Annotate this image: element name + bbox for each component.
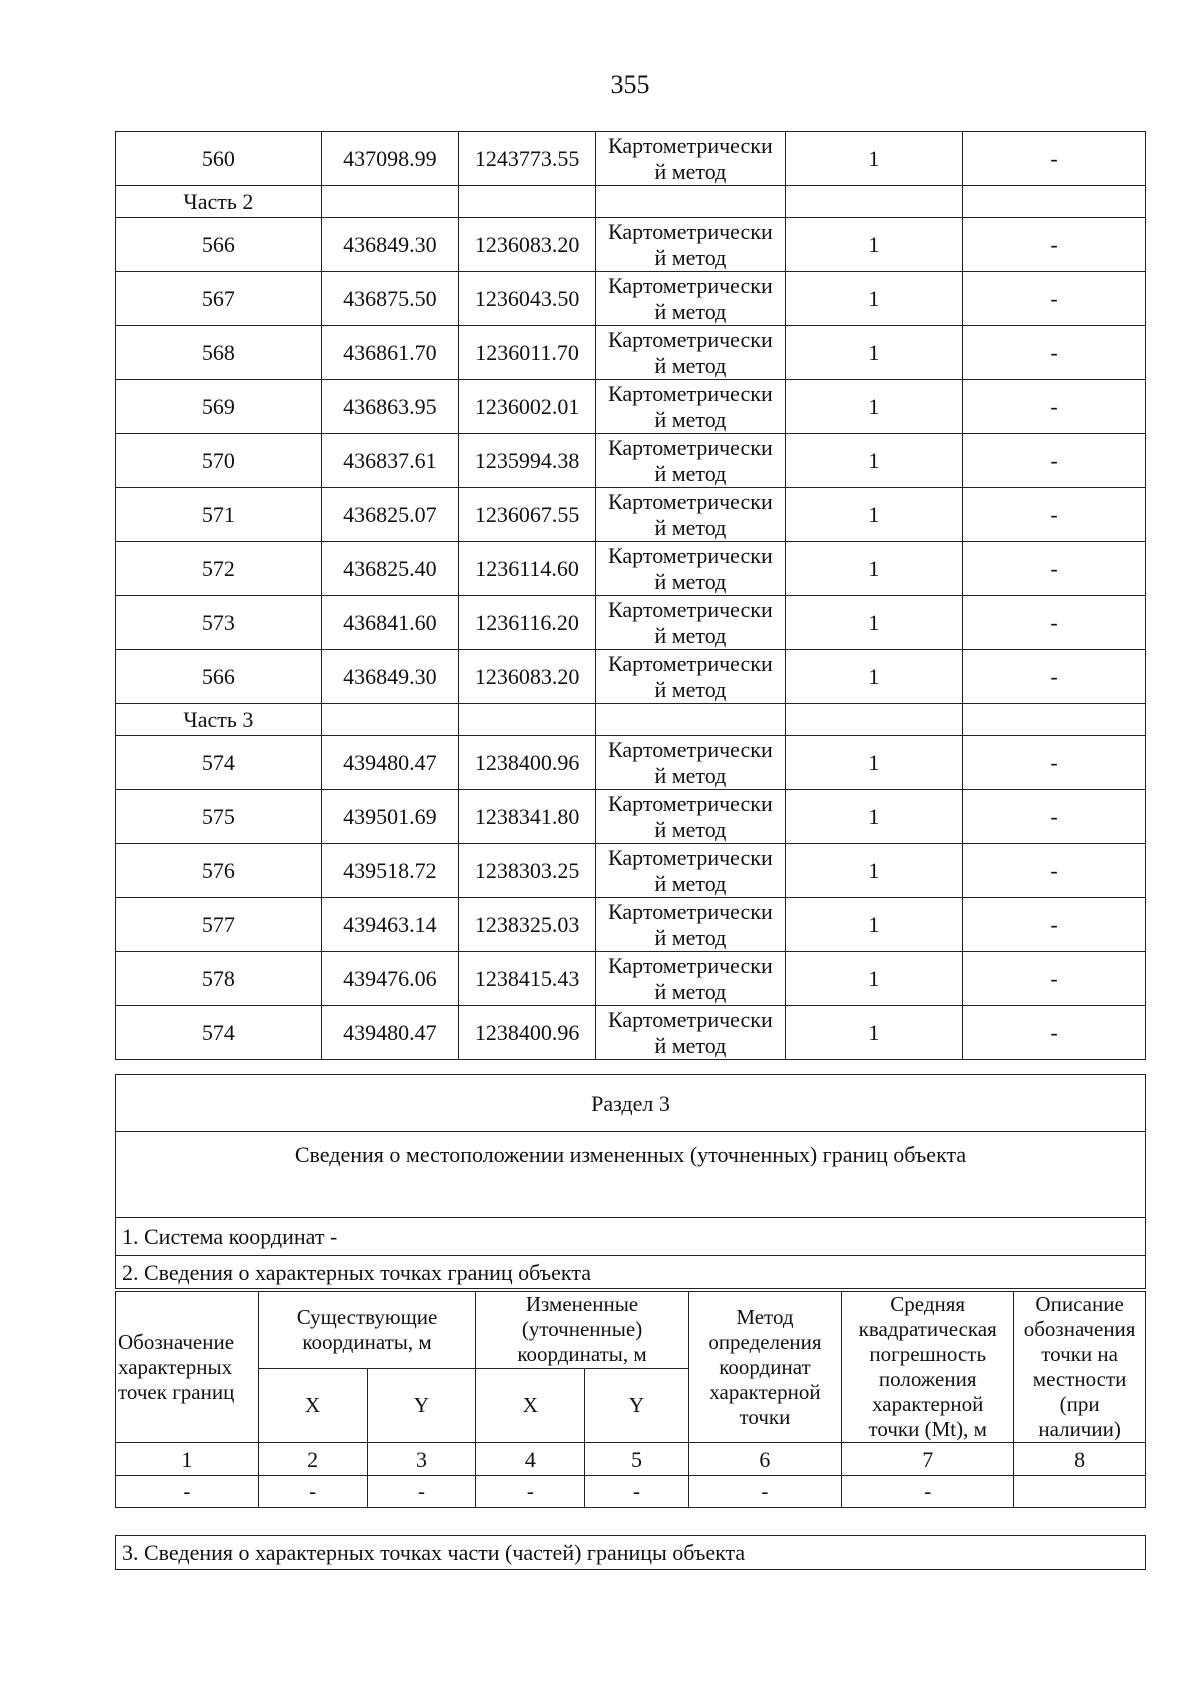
method-text: й метод — [654, 514, 727, 540]
y-coordinate: 1236114.60 — [458, 542, 595, 596]
y-coordinate: 1238325.03 — [458, 898, 595, 952]
point-number: 567 — [116, 272, 322, 326]
column-number: 3 — [367, 1443, 476, 1476]
y-coordinate: 1236043.50 — [458, 272, 595, 326]
table-row — [116, 218, 1146, 272]
empty-cell — [458, 186, 595, 218]
point-number: 566 — [116, 218, 322, 272]
y-coordinate: 1236083.20 — [458, 218, 595, 272]
section-title: Раздел 3 — [116, 1075, 1146, 1132]
table-cell: - — [116, 1476, 259, 1508]
y-coordinate: 1236083.20 — [458, 650, 595, 704]
empty-cell — [321, 186, 458, 218]
y-coordinate: 1236002.01 — [458, 380, 595, 434]
point-number: 578 — [116, 952, 322, 1006]
changed-y-header: Y — [585, 1368, 688, 1443]
accuracy-value: 1 — [785, 132, 962, 186]
x-coordinate: 439463.14 — [321, 898, 458, 952]
y-coordinate: 1236116.20 — [458, 596, 595, 650]
point-number: 576 — [116, 844, 322, 898]
method-text: Картометрически — [608, 380, 773, 406]
description-value: - — [963, 790, 1146, 844]
accuracy-value: 1 — [785, 380, 962, 434]
table-cell — [1014, 1476, 1146, 1508]
method-text: й метод — [654, 762, 727, 788]
x-coordinate: 439501.69 — [321, 790, 458, 844]
method-cell — [596, 596, 785, 650]
method-text: й метод — [654, 816, 727, 842]
part-label: Часть 2 — [116, 186, 322, 218]
method-text: Картометрически — [608, 844, 773, 870]
method-text: й метод — [654, 460, 727, 486]
y-coordinate: 1238415.43 — [458, 952, 595, 1006]
table-row — [116, 790, 1146, 844]
method-text: Картометрически — [608, 790, 773, 816]
description-value: - — [963, 218, 1146, 272]
x-coordinate: 436861.70 — [321, 326, 458, 380]
table-row — [116, 1006, 1146, 1060]
changed-x-header: X — [476, 1368, 585, 1443]
existing-y-header: Y — [367, 1368, 476, 1443]
empty-cell — [458, 704, 595, 736]
table-row — [116, 272, 1146, 326]
x-coordinate: 436841.60 — [321, 596, 458, 650]
part-points-section — [115, 1535, 1146, 1570]
method-cell — [596, 790, 785, 844]
table-cell: - — [367, 1476, 476, 1508]
y-coordinate: 1236011.70 — [458, 326, 595, 380]
accuracy-value: 1 — [785, 1006, 962, 1060]
page-number: 355 — [610, 70, 650, 99]
method-cell — [596, 132, 785, 186]
accuracy-value: 1 — [785, 844, 962, 898]
method-cell — [596, 952, 785, 1006]
accuracy-value: 1 — [785, 218, 962, 272]
x-coordinate: 436825.40 — [321, 542, 458, 596]
method-cell — [596, 272, 785, 326]
method-text: й метод — [654, 924, 727, 950]
method-text: й метод — [654, 244, 727, 270]
column-number: 6 — [688, 1443, 842, 1476]
table-row — [116, 380, 1146, 434]
table-cell: - — [688, 1476, 842, 1508]
column-numbers-row — [116, 1443, 1146, 1476]
x-coordinate: 436837.61 — [321, 434, 458, 488]
accuracy-value: 1 — [785, 326, 962, 380]
description-value: - — [963, 326, 1146, 380]
table-row — [116, 844, 1146, 898]
point-number: 568 — [116, 326, 322, 380]
x-coordinate: 436849.30 — [321, 218, 458, 272]
accuracy-value: 1 — [785, 650, 962, 704]
y-coordinate: 1243773.55 — [458, 132, 595, 186]
method-text: й метод — [654, 568, 727, 594]
x-coordinate: 439480.47 — [321, 736, 458, 790]
point-number: 570 — [116, 434, 322, 488]
column-number: 5 — [585, 1443, 688, 1476]
boundary-points-table — [115, 1291, 1146, 1508]
table-cell: - — [585, 1476, 688, 1508]
part-header-row — [116, 186, 1146, 218]
description-value: - — [963, 434, 1146, 488]
description-value: - — [963, 380, 1146, 434]
table-row — [116, 326, 1146, 380]
column-number: 7 — [842, 1443, 1014, 1476]
empty-cell — [785, 186, 962, 218]
method-text: Картометрически — [608, 218, 773, 244]
col-accuracy-header: Средняя квадратическая погрешность положения характерной точки (Mt), м — [842, 1292, 1014, 1443]
method-cell — [596, 326, 785, 380]
x-coordinate: 439480.47 — [321, 1006, 458, 1060]
point-number: 572 — [116, 542, 322, 596]
empty-cell — [321, 704, 458, 736]
method-text: й метод — [654, 978, 727, 1004]
x-coordinate: 436863.95 — [321, 380, 458, 434]
method-text: й метод — [654, 622, 727, 648]
method-text: й метод — [654, 352, 727, 378]
description-value: - — [963, 542, 1146, 596]
part-header-row — [116, 704, 1146, 736]
method-text: й метод — [654, 298, 727, 324]
y-coordinate: 1238303.25 — [458, 844, 595, 898]
accuracy-value: 1 — [785, 596, 962, 650]
description-value: - — [963, 650, 1146, 704]
table-row — [116, 650, 1146, 704]
section-3-header — [115, 1074, 1146, 1289]
method-cell — [596, 380, 785, 434]
accuracy-value: 1 — [785, 488, 962, 542]
method-text: Картометрически — [608, 1006, 773, 1032]
method-cell — [596, 542, 785, 596]
accuracy-value: 1 — [785, 736, 962, 790]
table-cell: - — [842, 1476, 1014, 1508]
accuracy-value: 1 — [785, 272, 962, 326]
method-text: й метод — [654, 1032, 727, 1058]
method-cell — [596, 488, 785, 542]
table-row — [116, 488, 1146, 542]
empty-cell — [596, 704, 785, 736]
method-text: Картометрически — [608, 898, 773, 924]
method-cell — [596, 1006, 785, 1060]
point-number: 566 — [116, 650, 322, 704]
empty-cell — [596, 186, 785, 218]
point-number: 577 — [116, 898, 322, 952]
table-cell: - — [258, 1476, 367, 1508]
table-row — [116, 952, 1146, 1006]
x-coordinate: 439518.72 — [321, 844, 458, 898]
description-value: - — [963, 898, 1146, 952]
description-value: - — [963, 1006, 1146, 1060]
empty-data-row — [116, 1476, 1146, 1508]
method-text: Картометрически — [608, 542, 773, 568]
method-text: й метод — [654, 406, 727, 432]
column-number: 4 — [476, 1443, 585, 1476]
part-points-line: 3. Сведения о характерных точках части (частей) границы объекта — [116, 1536, 1146, 1570]
column-number: 8 — [1014, 1443, 1146, 1476]
y-coordinate: 1236067.55 — [458, 488, 595, 542]
method-cell — [596, 218, 785, 272]
table-cell: - — [476, 1476, 585, 1508]
existing-x-header: X — [258, 1368, 367, 1443]
x-coordinate: 436825.07 — [321, 488, 458, 542]
method-text: Картометрически — [608, 488, 773, 514]
method-text: й метод — [654, 676, 727, 702]
x-coordinate: 439476.06 — [321, 952, 458, 1006]
col-description-header: Описание обозначения точки на местности (при наличии) — [1014, 1292, 1146, 1443]
x-coordinate: 437098.99 — [321, 132, 458, 186]
part-label: Часть 3 — [116, 704, 322, 736]
y-coordinate: 1238341.80 — [458, 790, 595, 844]
method-cell — [596, 898, 785, 952]
method-text: Картометрически — [608, 326, 773, 352]
method-text: й метод — [654, 158, 727, 184]
empty-cell — [963, 186, 1146, 218]
description-value: - — [963, 488, 1146, 542]
description-value: - — [963, 132, 1146, 186]
method-cell — [596, 844, 785, 898]
col-changed-header: Измененные (уточненные) координаты, м — [476, 1292, 688, 1369]
method-cell — [596, 434, 785, 488]
y-coordinate: 1238400.96 — [458, 1006, 595, 1060]
x-coordinate: 436875.50 — [321, 272, 458, 326]
point-number: 569 — [116, 380, 322, 434]
col-method-header: Метод определения координат характерной точки — [688, 1292, 842, 1443]
description-value: - — [963, 736, 1146, 790]
point-number: 575 — [116, 790, 322, 844]
description-value: - — [963, 272, 1146, 326]
column-number: 2 — [258, 1443, 367, 1476]
description-value: - — [963, 596, 1146, 650]
accuracy-value: 1 — [785, 790, 962, 844]
accuracy-value: 1 — [785, 898, 962, 952]
points-table — [115, 131, 1146, 1060]
table-row — [116, 132, 1146, 186]
table-row — [116, 898, 1146, 952]
coord-system-line: 1. Система координат - — [116, 1218, 1146, 1256]
method-text: Картометрически — [608, 434, 773, 460]
point-number: 574 — [116, 736, 322, 790]
char-points-line: 2. Сведения о характерных точках границ объекта — [116, 1256, 1146, 1289]
method-cell — [596, 650, 785, 704]
y-coordinate: 1238400.96 — [458, 736, 595, 790]
method-text: Картометрически — [608, 132, 773, 158]
section-heading: Сведения о местоположении измененных (уточненных) границ объекта — [116, 1132, 1146, 1218]
point-number: 560 — [116, 132, 322, 186]
method-text: Картометрически — [608, 650, 773, 676]
method-text: Картометрически — [608, 736, 773, 762]
empty-cell — [785, 704, 962, 736]
method-cell — [596, 736, 785, 790]
description-value: - — [963, 952, 1146, 1006]
method-text: Картометрически — [608, 952, 773, 978]
y-coordinate: 1235994.38 — [458, 434, 595, 488]
description-value: - — [963, 844, 1146, 898]
table-row — [116, 434, 1146, 488]
empty-cell — [963, 704, 1146, 736]
table-row — [116, 596, 1146, 650]
method-text: Картометрически — [608, 272, 773, 298]
point-number: 573 — [116, 596, 322, 650]
column-number: 1 — [116, 1443, 259, 1476]
point-number: 571 — [116, 488, 322, 542]
point-number: 574 — [116, 1006, 322, 1060]
table-row — [116, 736, 1146, 790]
accuracy-value: 1 — [785, 434, 962, 488]
x-coordinate: 436849.30 — [321, 650, 458, 704]
col-existing-header: Существующие координаты, м — [258, 1292, 476, 1369]
method-text: Картометрически — [608, 596, 773, 622]
col-designation-header: Обозначение характерных точек границ — [116, 1292, 259, 1443]
table-row — [116, 542, 1146, 596]
method-text: й метод — [654, 870, 727, 896]
accuracy-value: 1 — [785, 952, 962, 1006]
accuracy-value: 1 — [785, 542, 962, 596]
